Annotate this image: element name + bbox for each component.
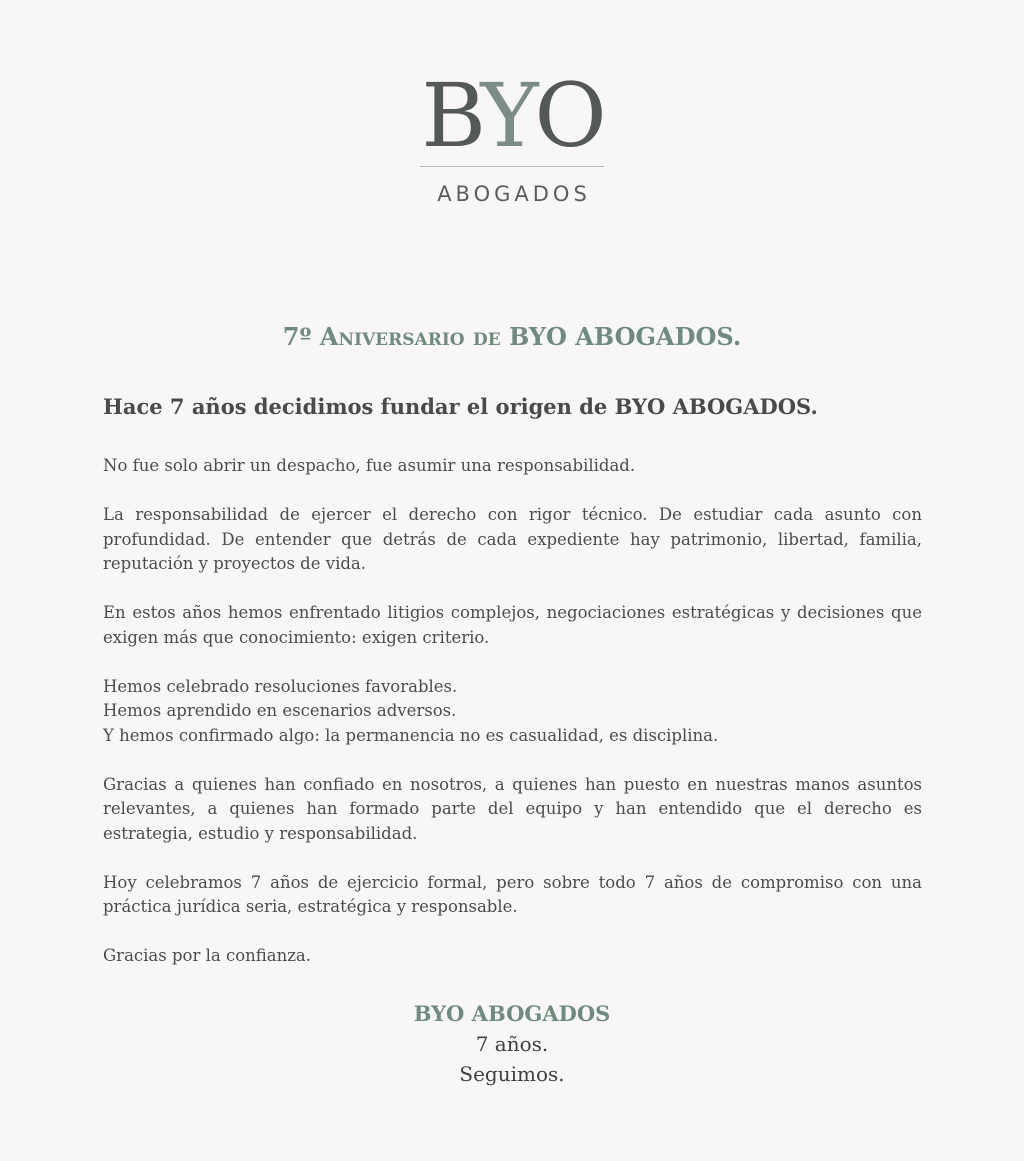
paragraph-rigor: La responsabilidad de ejercer el derecho con rigor técnico. De estudiar cada asunto con profundidad. De entender que detrás de cada expediente hay patrimonio, libertad, familia, reputación y proyectos de vida. (103, 505, 922, 573)
signature-block (0, 999, 1024, 1089)
paragraph-thanks: Gracias a quienes han confiado en nosotros, a quienes han puesto en nuestras manos asuntos relevantes, a quienes han formado parte del equipo y han entendido que el derecho es estrategia, estudio y responsabilidad. (103, 774, 922, 843)
letter-body (103, 454, 922, 993)
logo-letter-o: O (534, 64, 603, 167)
paragraph-closing: Gracias por la confianza. (103, 946, 312, 965)
page-title: 7º Aniversario de BYO ABOGADOS. (282, 322, 742, 351)
signature-motto: Seguimos. (459, 1062, 565, 1086)
milestone-line: Y hemos confirmado algo: la permanencia no es casualidad, es disciplina. (103, 725, 719, 745)
signature-firm: BYO ABOGADOS (413, 1001, 611, 1026)
logo-wordmark (0, 66, 1024, 166)
logo-subtitle: ABOGADOS (437, 182, 591, 206)
lead-sentence: Hace 7 años decidimos fundar el origen de BYO ABOGADOS. (103, 394, 818, 419)
paragraph-celebration: Hoy celebramos 7 años de ejercicio formal, pero sobre todo 7 años de compromiso con una práctica jurídica seria, estratégica y responsable. (103, 872, 922, 916)
paragraph-responsibility: No fue solo abrir un despacho, fue asumir una responsabilidad. (103, 456, 636, 475)
logo-letter-y: Y (480, 64, 535, 167)
milestone-line: Hemos celebrado resoluciones favorables. (103, 676, 458, 696)
signature-years: 7 años. (475, 1032, 549, 1056)
logo-letter-b: B (421, 64, 481, 167)
paragraph-milestones (103, 675, 922, 749)
firm-logo (0, 66, 1024, 206)
milestone-line: Hemos aprendido en escenarios adversos. (103, 701, 457, 720)
paragraph-experience: En estos años hemos enfrentado litigios complejos, negociaciones estratégicas y decisiones que exigen más que conocimiento: exigen criterio. (103, 603, 922, 647)
